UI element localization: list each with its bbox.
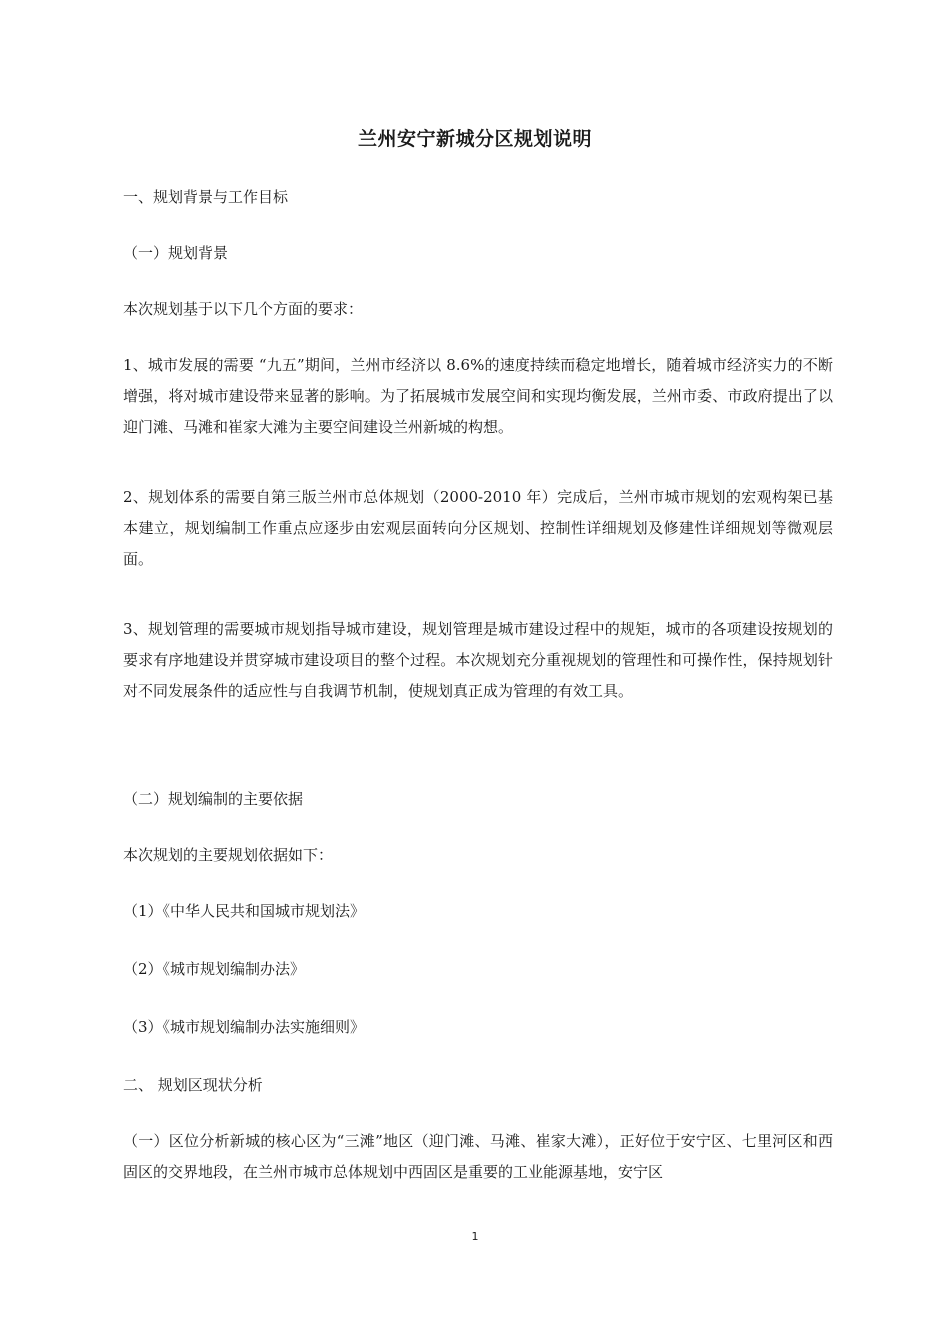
section-heading-1: 一、规划背景与工作目标 (123, 188, 289, 206)
list-item-method: （2）《城市规划编制办法》 (123, 960, 306, 978)
paragraph-basis-intro: 本次规划的主要规划依据如下： (123, 846, 334, 864)
paragraph-item-3: 3、规划管理的需要城市规划指导城市建设，规划管理是城市建设过程中的规矩，城市的各项建设按规划的要求有序地建设并贯穿城市建设项目的整个过程。本次规划充分重视规划的管理性和可操作性，保持规划针对不同发展条件的适应性与自我调节机制，使规划真正成为管理的有效工具。 (123, 620, 833, 700)
document-title: 兰州安宁新城分区规划说明 (357, 128, 592, 150)
paragraph-intro: 本次规划基于以下几个方面的要求： (123, 300, 364, 318)
list-item-law: （1）《中华人民共和国城市规划法》 (123, 902, 366, 920)
section-heading-2: 二、 规划区现状分析 (123, 1076, 263, 1094)
paragraph-item-2: 2、规划体系的需要自第三版兰州市总体规划（2000-2010 年）完成后，兰州市城市规划的宏观构架已基本建立，规划编制工作重点应逐步由宏观层面转向分区规划、控制性详细规划及修建性详细规划等微观层面。 (123, 488, 833, 568)
subsection-heading-basis: （二）规划编制的主要依据 (123, 790, 304, 808)
subsection-heading-background: （一）规划背景 (123, 244, 229, 262)
paragraph-location: （一）区位分析新城的核心区为“三滩”地区（迎门滩、马滩、崔家大滩），正好位于安宁区、七里河区和西固区的交界地段，在兰州市城市总体规划中西固区是重要的工业能源基地，安宁区 (123, 1132, 833, 1181)
list-item-rules: （3）《城市规划编制办法实施细则》 (123, 1018, 366, 1036)
page-number: 1 (471, 1230, 479, 1243)
paragraph-item-1: 1、城市发展的需要 “九五”期间，兰州市经济以 8.6%的速度持续而稳定地增长，随着城市经济实力的不断增强，将对城市建设带来显著的影响。为了拓展城市发展空间和实现均衡发展，兰州市委、市政府提出了以迎门滩、马滩和崔家大滩为主要空间建设兰州新城的构想。 (123, 356, 833, 436)
